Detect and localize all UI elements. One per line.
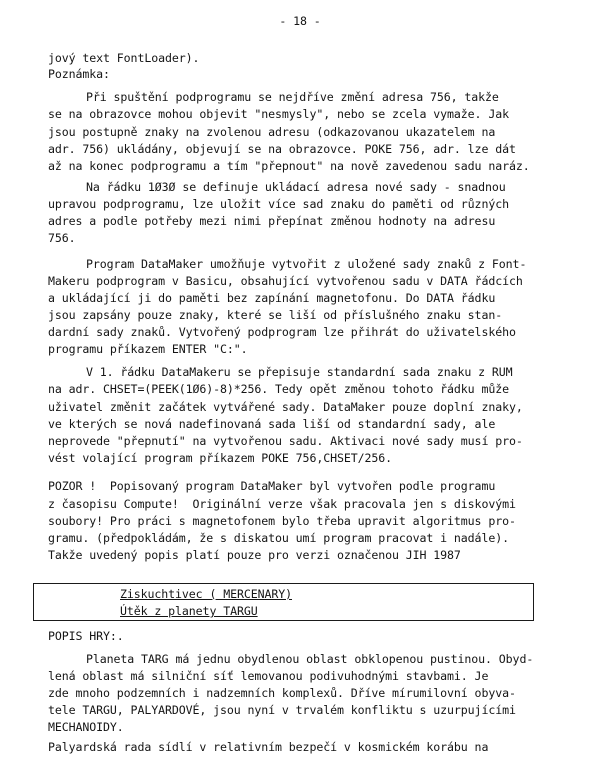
text-line: Na řádku 1Ø3Ø se definuje ukládací adresa nové sady - snadnou: [86, 180, 506, 194]
text-line: programu příkazem ENTER "C:".: [48, 342, 248, 356]
text-line: dardní sady znaků. Vytvořený podprogram lze přihrát do uživatelského: [48, 325, 516, 339]
text-line: adr. 756) ukládány, objevují se na obrazovce. POKE 756, adr. lze dát: [48, 142, 516, 156]
text-line: z časopisu Compute! Originální verze však pracovala jen s diskovými: [48, 497, 516, 511]
text-line: a ukládající ji do paměti bez zapínání magnetofonu. Do DATA řádku: [48, 291, 496, 305]
text-line: jsou zapsány pouze znaky, které se liší od příslušného znaku stan-: [48, 308, 503, 322]
text-line: se na obrazovce mohou objevit "nesmysly", nebo se zcela vymaže. Jak: [48, 107, 509, 121]
text-line: na adr. CHSET=(PEEK(1Ø6)-8)*256. Tedy opět změnou tohoto řádku může: [48, 382, 509, 396]
page-number: - 18 -: [279, 14, 321, 28]
text-line: až na konec podprogramu a tím "přepnout" na nově zavedenou sadu naráz.: [48, 159, 530, 173]
section-subtitle: Útěk z planety TARGU: [120, 604, 258, 618]
section-title: Ziskuchtivec ( MERCENARY): [120, 587, 293, 601]
text-line: jsou postupně znaky na zvolenou adresu (odkazovanou ukazatelem na: [48, 125, 496, 139]
text-line: Takže uvedený popis platí pouze pro verzi označenou JIH 1987: [48, 548, 461, 562]
text-line: gramu. (předpokládám, že s diskatou umí program pracovat i nadále).: [48, 531, 509, 545]
text-line: zde mnoho podzemních i nadzemních komplexů. Dříve mírumilovní obyva-: [48, 686, 516, 700]
text-line: vést volající program příkazem POKE 756,CHSET/256.: [48, 451, 393, 465]
text-line: MECHANOIDY.: [48, 720, 124, 734]
text-line: neprovede "přepnutí" na vytvořenou sadu. Aktivaci nové sady musí pro-: [48, 434, 523, 448]
text-line: ve kterých se nová nadefinovaná sada liší od standardní sady, ale: [48, 417, 496, 431]
text-line: soubory! Pro práci s magnetofonem bylo třeba upravit algoritmus pro-: [48, 514, 516, 528]
text-line: upravou podprogramu, lze uložit více sad znaku do paměti od různých: [48, 197, 509, 211]
text-line: Poznámka:: [48, 67, 110, 81]
text-line: Při spuštění podprogramu se nejdříve změní adresa 756, takže: [86, 90, 499, 104]
text-line: Makeru podprogram v Basicu, obsahující vytvořenou sadu v DATA řádcích: [48, 274, 523, 288]
text-line: 756.: [48, 231, 76, 245]
text-line: V 1. řádku DataMakeru se přepisuje standardní sada znaku z RUM: [86, 365, 513, 379]
text-line: Planeta TARG má jednu obydlenou oblast obklopenou pustinou. Obyd-: [86, 652, 534, 666]
text-line: uživatel změnit začátek vytvářené sady. DataMaker pouze doplní znaky,: [48, 400, 523, 414]
text-line: jový text FontLoader).: [48, 51, 200, 65]
section-heading: POPIS HRY:.: [48, 629, 124, 643]
text-line: tele TARGU, PALYARDOVÉ, jsou nyní v trvalém konfliktu s uzurpujícími: [48, 703, 516, 717]
section-title-box: [33, 583, 534, 621]
text-line: adres a podle potřeby mezi nimi přepínat změnou hodnoty na adresu: [48, 214, 496, 228]
text-line: POZOR ! Popisovaný program DataMaker byl vytvořen podle programu: [48, 479, 496, 493]
text-line: lená oblast má silniční síť lemovanou podivuhodnými stavbami. Je: [48, 669, 489, 683]
text-line: Palyardská rada sídlí v relativním bezpečí v kosmickém korábu na: [48, 740, 489, 754]
text-line: Program DataMaker umožňuje vytvořit z uložené sady znaků z Font-: [86, 257, 527, 271]
